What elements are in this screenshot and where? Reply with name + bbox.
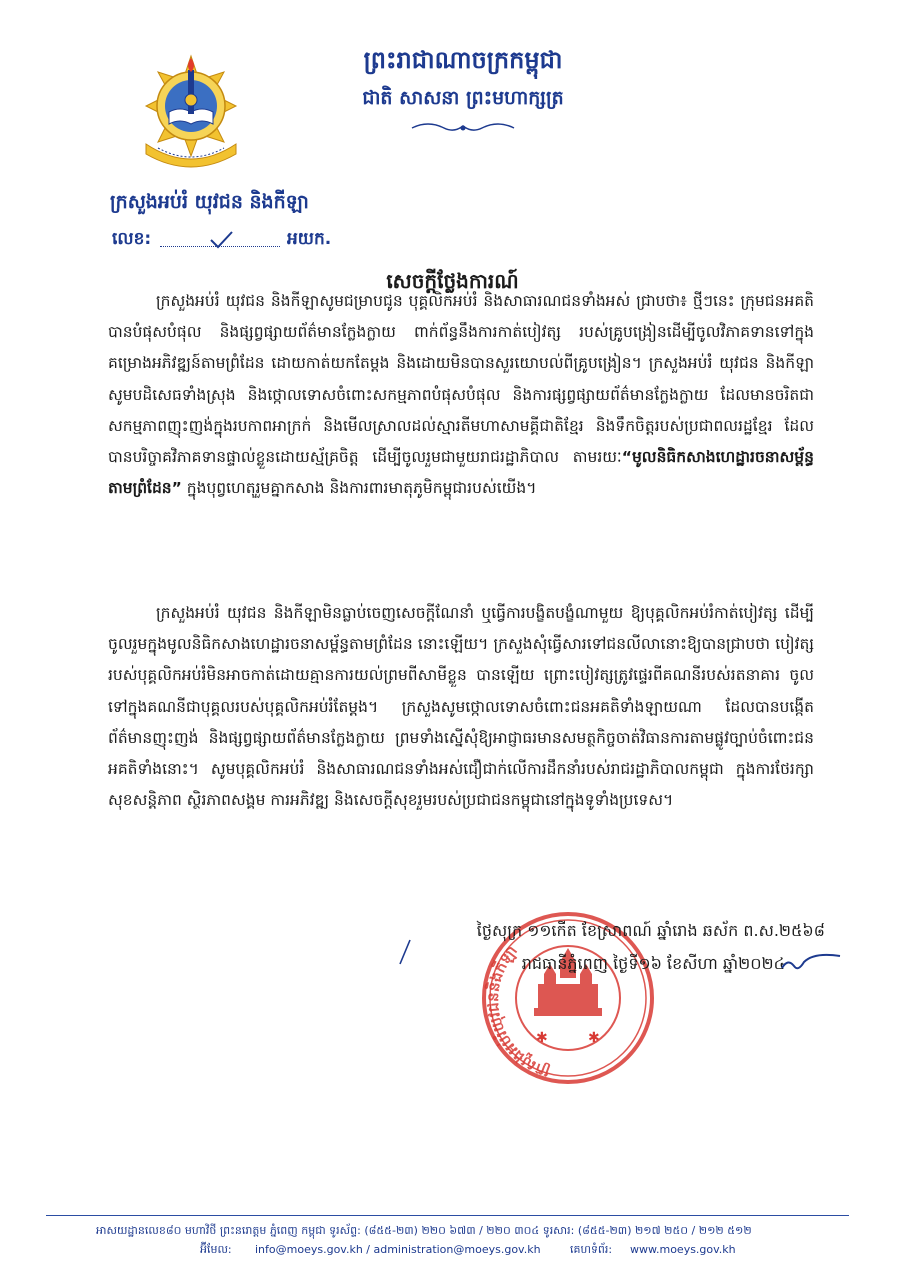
footer-divider [46, 1215, 849, 1216]
paragraph-2-text: ក្រសួងអប់រំ យុវជន និងកីឡាមិនធ្លាប់ចេញសេចក្តីណែនាំ ឬធ្វើការបង្ខិតបង្ខំណាមួយ ឱ្យបុគ្គលិកអប់រំកាត់បៀវត្ស ដើម្បីចូលរួមក្នុងមូលនិធិកសាងហេដ្ឋារចនាសម្ព័ន្ធតាមព្រំដែន នោះឡើយ។ ក្រសួងសុំធ្វើសារទៅជនលីលានោះឱ្យបានជ្រាបថា បៀវត្សរបស់បុគ្គលិកអប់រំមិនអាចកាត់ដោយគ្មានការយល់ព្រមពីសាមីខ្លួន បានឡើយ ព្រោះបៀវត្សត្រូវផ្ទេរពីគណនីរបស់រតនាគារ ចូលទៅក្នុងគណនីជាបុគ្គលរបស់បុគ្គលិកអប់រំតែម្តង។ ក្រសួងសូមថ្កោលទោសចំពោះជនអគតិទាំងឡាយណា ដែលបានបង្កើតព័ត៌មានញុះញង់ និងផ្សព្វផ្សាយព័ត៌មានក្លែងក្លាយ ព្រមទាំងស្នើសុំឱ្យអាជ្ញាធរមានសមត្ថកិច្ចចាត់វិធានការតាមផ្លូវច្បាប់ចំពោះជនអគតិទាំងនោះ។ សូមបុគ្គលិកអប់រំ និងសាធារណជនទាំងអស់ជឿជាក់លើការដឹកនាំរបស់រាជរដ្ឋាភិបាលកម្ពុជា ក្នុងការថែរក្សាសុខសន្តិភាព ស្ថិរភាពសង្គម ការអភិវឌ្ឍ និងសេចក្តីសុខរួមរបស់ប្រជាជនកម្ពុជានៅក្នុងទូទាំងប្រទេស។ [108, 604, 814, 810]
seal-star-right-icon: ✱ [588, 1030, 600, 1046]
seal-star-left-icon: ✱ [536, 1030, 548, 1046]
solar-date: រាជធានីភ្នំពេញ ថ្ងៃទី១៦ ខែសីហា ឆ្នាំ២០២៤ [521, 954, 785, 973]
signature-mark-icon [390, 938, 420, 966]
email-label: អ៊ីមែល: [200, 1243, 232, 1256]
paragraph-1-ending: ក្នុងបុព្វហេតុរួមគ្នាកសាង និងការពារមាតុភូមិកម្ពុជារបស់យើង។ [181, 479, 537, 498]
signature-icon [780, 948, 842, 978]
document-title: សេចក្តីថ្លែងការណ៍ [386, 269, 519, 293]
kingdom-heading: ព្រះរាជាណាចក្រកម្ពុជា [363, 46, 563, 74]
paragraph-1 [108, 286, 814, 504]
ministry-emblem [136, 50, 246, 178]
seal-text: ក្រសួងអប់រំយុវជននិងកីឡា [483, 942, 552, 1082]
reference-number-row [112, 224, 352, 254]
email-link[interactable]: info@moeys.gov.kh / administration@moeys.gov.kh [255, 1243, 541, 1256]
reference-label: លេខ: [112, 229, 152, 249]
ministry-name: ក្រសួងអប់រំ យុវជន និងកីឡា [110, 191, 309, 213]
website-link[interactable]: www.moeys.gov.kh [630, 1243, 736, 1256]
fund-name: “មូលនិធិកសាងហេដ្ឋារចនាសម្ព័ន្ធតាមព្រំដែន” [108, 448, 814, 498]
website-label: គេហទំព័រ: [570, 1243, 613, 1256]
footer-contacts [200, 1243, 760, 1259]
checkmark-icon [208, 230, 234, 250]
reference-suffix: អយក. [287, 229, 332, 249]
paragraph-2 [108, 598, 814, 816]
lunar-date: ថ្ងៃសុក្រ ១១កើត ខែស្រាពណ៍ ឆ្នាំរោង ឆស័ក ព.ស.២៥៦៨ [476, 921, 825, 940]
national-motto: ជាតិ សាសនា ព្រះមហាក្សត្រ [362, 87, 564, 109]
ornament-divider-icon [408, 118, 518, 138]
paragraph-1-text: ក្រសួងអប់រំ យុវជន និងកីឡាសូមជម្រាបជូន បុគ្គលិកអប់រំ និងសាធារណជនទាំងអស់ ជ្រាបថា៖ ថ្មីៗនេះ ក្រុមជនអគតិបានបំផុសបំផុល និងផ្សព្វផ្សាយព័ត៌មានក្លែងក្លាយ ពាក់ព័ន្ធនឹងការកាត់បៀវត្ស របស់គ្រូបង្រៀនដើម្បីចូលវិភាគទានទៅក្នុងគម្រោងអភិវឌ្ឍន៍តាមព្រំដែន ដោយកាត់យកតែម្តង និងដោយមិនបានសួរយោបល់ពីគ្រូបង្រៀន។ ក្រសួងអប់រំ យុវជន និងកីឡាសូមបដិសេធទាំងស្រុង និងថ្កោលទោសចំពោះសកម្មភាពបំផុសបំផុល និងការផ្សព្វផ្សាយព័ត៌មានក្លែងក្លាយ ដែលមានចរិតជាសកម្មភាពញុះញង់ក្នុងរបកាពអាក្រក់ និងមើលស្រាលដល់ស្មារតីមហាសាមគ្គីជាតិខ្មែរ និងទឹកចិត្តរបស់ប្រជាពលរដ្ឋខ្មែរ ដែលបានបរិច្ចាគវិភាគទានផ្ទាល់ខ្លួនដោយស្ម័គ្រចិត្ត ដើម្បីចូលរួមជាមួយរាជរដ្ឋាភិបាល តាមរយៈ [108, 292, 814, 467]
footer-address: អាសយដ្ឋានលេខ៨០ មហាវិថី ព្រះនរោត្តម ភ្នំពេញ កម្ពុជា ទូរស័ព្ទ: (៨៥៥-២៣) ២២០ ៦៧៣ / ២២០ ៣០៤ ទូរសារ: (៨៥៥-២៣) ២១៧ ២៥០ / ២១២ ៥១២ [96, 1224, 752, 1237]
